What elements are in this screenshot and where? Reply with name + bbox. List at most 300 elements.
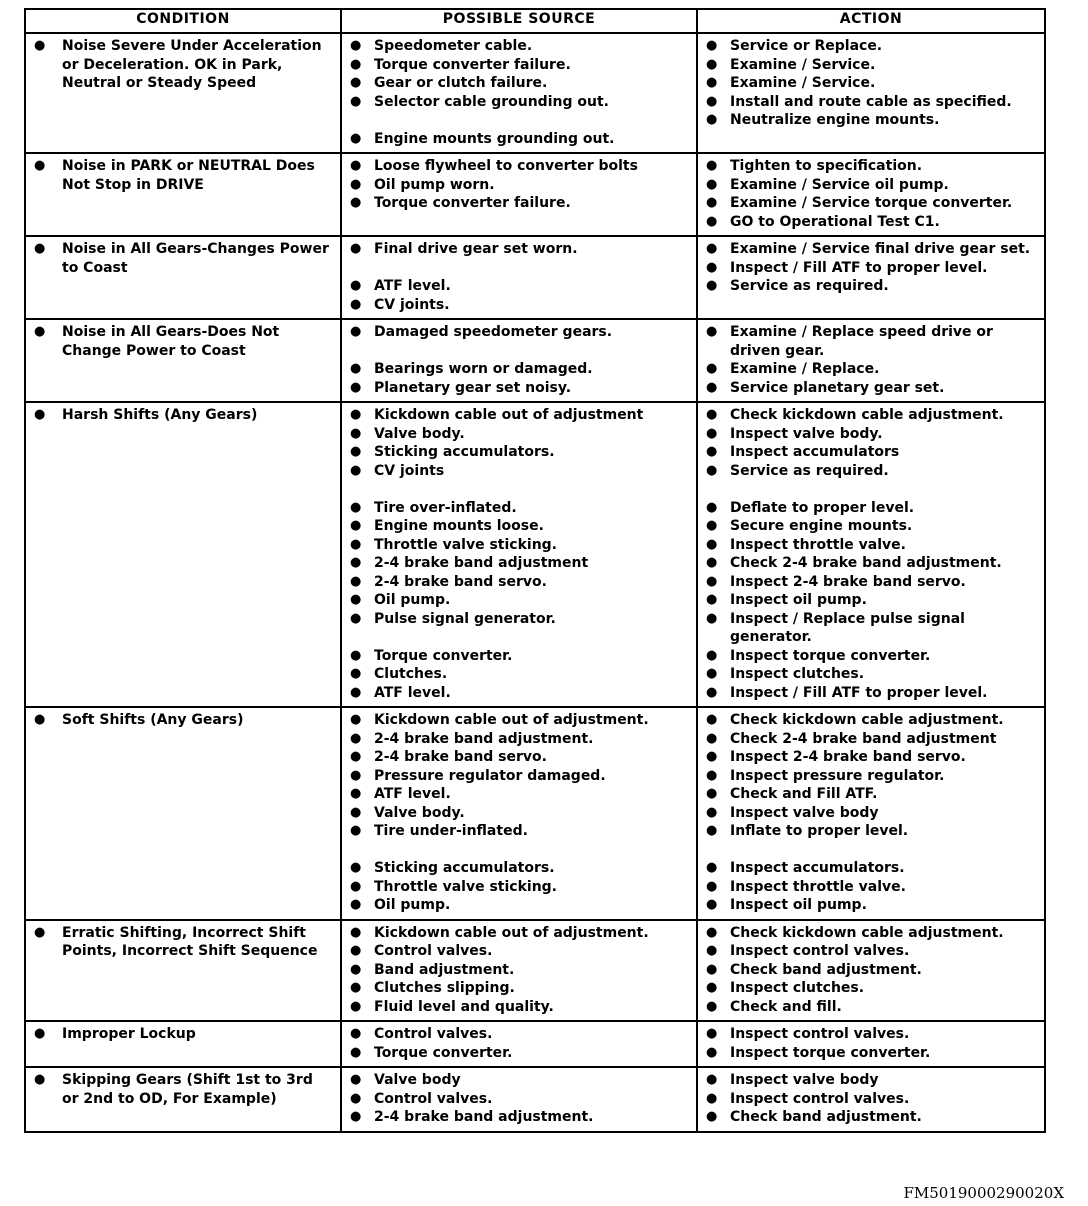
action-text: Inspect accumulators	[730, 444, 900, 460]
source-list	[348, 37, 690, 148]
source-text: Loose flywheel to converter bolts	[374, 158, 638, 174]
diagnosis-table	[24, 8, 1046, 1133]
source-text: Control valves.	[374, 1026, 493, 1042]
table-row	[25, 319, 1045, 402]
bullet-icon: ●	[350, 1044, 362, 1060]
source-item	[348, 296, 690, 315]
source-text: Fluid level and quality.	[374, 998, 554, 1015]
action-text: Examine / Service oil pump.	[730, 176, 949, 193]
bullet-icon: ●	[350, 75, 362, 90]
action-text: Examine / Service torque converter.	[730, 195, 1013, 211]
source-text: Torque converter failure.	[374, 195, 571, 211]
source-text: Torque converter failure.	[374, 56, 571, 73]
condition-cell	[25, 319, 341, 402]
bullet-icon: ●	[706, 278, 718, 293]
action-list	[704, 1071, 1038, 1127]
condition-cell	[25, 33, 341, 153]
bullet-icon: ●	[350, 518, 362, 533]
action-item	[704, 499, 1038, 518]
bullet-icon: ●	[34, 241, 46, 256]
source-text: Valve body	[374, 1072, 461, 1088]
source-item	[348, 157, 690, 176]
action-cell	[697, 236, 1045, 319]
condition-list	[32, 323, 334, 360]
bullet-icon: ●	[34, 924, 46, 940]
bullet-icon: ●	[350, 573, 362, 589]
action-text: Inspect pressure regulator.	[730, 767, 945, 784]
bullet-icon: ●	[706, 1072, 718, 1087]
condition-item	[32, 406, 334, 425]
source-text: Valve body.	[374, 425, 465, 442]
bullet-icon: ●	[706, 195, 718, 210]
source-item	[348, 730, 690, 749]
bullet-icon: ●	[706, 93, 718, 109]
condition-item	[32, 924, 334, 961]
action-item	[704, 213, 1038, 232]
bullet-icon: ●	[350, 130, 362, 146]
source-item	[348, 896, 690, 915]
source-text: Tire over-inflated.	[374, 499, 517, 516]
source-item	[348, 767, 690, 786]
bullet-icon: ●	[350, 961, 362, 977]
bullet-icon: ●	[706, 462, 718, 478]
figure-code: FM5019000290020X	[903, 1184, 1064, 1202]
bullet-icon: ●	[706, 823, 718, 838]
bullet-icon: ●	[350, 767, 362, 783]
source-item	[348, 176, 690, 195]
source-item	[348, 277, 690, 296]
table-row	[25, 1021, 1045, 1067]
condition-cell	[25, 402, 341, 707]
action-text: Deflate to proper level.	[730, 499, 915, 516]
source-item	[348, 822, 690, 841]
action-item	[704, 711, 1038, 730]
spacer	[348, 259, 690, 278]
action-list	[704, 1025, 1038, 1062]
source-text: Oil pump.	[374, 592, 451, 608]
action-text: Check kickdown cable adjustment.	[730, 407, 1004, 423]
action-list	[704, 406, 1038, 702]
action-text: Check and Fill ATF.	[730, 786, 878, 802]
condition-list	[32, 406, 334, 425]
action-text: Inspect valve body	[730, 1072, 879, 1088]
bullet-icon: ●	[706, 998, 718, 1014]
action-list	[704, 924, 1038, 1017]
action-item	[704, 74, 1038, 93]
action-cell	[697, 707, 1045, 920]
bullet-icon: ●	[706, 961, 718, 977]
diagnosis-sheet	[24, 8, 1044, 1133]
action-item	[704, 684, 1038, 703]
source-item	[348, 998, 690, 1017]
action-item	[704, 56, 1038, 75]
source-text: Kickdown cable out of adjustment	[374, 407, 644, 423]
bullet-icon: ●	[706, 444, 718, 459]
bullet-icon: ●	[706, 1109, 718, 1124]
action-item	[704, 1108, 1038, 1127]
bullet-icon: ●	[706, 518, 718, 533]
source-text: Sticking accumulators.	[374, 860, 555, 876]
spacer	[348, 480, 690, 499]
source-item	[348, 425, 690, 444]
condition-item	[32, 157, 334, 194]
bullet-icon: ●	[706, 361, 718, 376]
bullet-icon: ●	[350, 444, 362, 459]
bullet-icon: ●	[706, 1044, 718, 1060]
action-text: Service as required.	[730, 278, 889, 294]
bullet-icon: ●	[350, 425, 362, 441]
source-text: Kickdown cable out of adjustment.	[374, 712, 649, 728]
source-list	[348, 240, 690, 314]
action-item	[704, 1044, 1038, 1063]
action-cell	[697, 1021, 1045, 1067]
source-text: ATF level.	[374, 786, 451, 802]
condition-item	[32, 37, 334, 93]
bullet-icon: ●	[706, 324, 718, 339]
source-text: Clutches slipping.	[374, 980, 515, 996]
source-text: Gear or clutch failure.	[374, 75, 548, 91]
action-item	[704, 1071, 1038, 1090]
bullet-icon: ●	[350, 712, 362, 727]
action-item	[704, 1090, 1038, 1109]
bullet-icon: ●	[350, 1072, 362, 1087]
table-row	[25, 920, 1045, 1022]
source-item	[348, 804, 690, 823]
action-cell	[697, 920, 1045, 1022]
action-item	[704, 517, 1038, 536]
action-text: Inspect 2-4 brake band servo.	[730, 573, 966, 590]
action-text: Inspect / Replace pulse signal generator.	[730, 610, 965, 645]
bullet-icon: ●	[706, 379, 718, 395]
bullet-icon: ●	[706, 56, 718, 72]
bullet-icon: ●	[350, 1090, 362, 1106]
bullet-icon: ●	[350, 499, 362, 515]
source-text: Control valves.	[374, 943, 493, 959]
action-text: Inspect clutches.	[730, 666, 865, 682]
action-item	[704, 998, 1038, 1017]
source-text: 2-4 brake band servo.	[374, 749, 547, 765]
bullet-icon: ●	[706, 176, 718, 192]
action-item	[704, 240, 1038, 259]
source-text: Band adjustment.	[374, 961, 515, 978]
source-text: 2-4 brake band servo.	[374, 573, 547, 590]
action-text: Inspect / Fill ATF to proper level.	[730, 684, 988, 701]
table-row	[25, 153, 1045, 236]
action-item	[704, 573, 1038, 592]
bullet-icon: ●	[350, 897, 362, 912]
source-item	[348, 878, 690, 897]
condition-text: Soft Shifts (Any Gears)	[62, 712, 244, 728]
source-text: Torque converter.	[374, 647, 513, 664]
source-text: Torque converter.	[374, 1044, 513, 1061]
action-text: Inspect control valves.	[730, 1090, 910, 1107]
action-item	[704, 194, 1038, 213]
bullet-icon: ●	[706, 592, 718, 607]
action-cell	[697, 1067, 1045, 1132]
action-item	[704, 157, 1038, 176]
action-item	[704, 822, 1038, 841]
action-item	[704, 896, 1038, 915]
action-item	[704, 379, 1038, 398]
action-text: Check 2-4 brake band adjustment.	[730, 555, 1002, 571]
bullet-icon: ●	[350, 804, 362, 820]
source-text: Pressure regulator damaged.	[374, 767, 606, 784]
bullet-icon: ●	[350, 943, 362, 958]
source-text: Sticking accumulators.	[374, 444, 555, 460]
bullet-icon: ●	[706, 75, 718, 90]
action-item	[704, 554, 1038, 573]
header-action: ACTION	[697, 9, 1045, 33]
action-text: Examine / Replace.	[730, 361, 880, 377]
action-item	[704, 536, 1038, 555]
action-text: Inspect accumulators.	[730, 860, 905, 876]
bullet-icon: ●	[350, 361, 362, 376]
bullet-icon: ●	[350, 38, 362, 53]
bullet-icon: ●	[706, 112, 718, 127]
bullet-icon: ●	[706, 647, 718, 663]
source-item	[348, 748, 690, 767]
action-item	[704, 277, 1038, 296]
action-item	[704, 176, 1038, 195]
condition-cell	[25, 1021, 341, 1067]
spacer	[348, 111, 690, 130]
table-row	[25, 33, 1045, 153]
condition-text: Noise Severe Under Acceleration or Deceleration. OK in Park, Neutral or Steady Speed	[62, 38, 322, 91]
action-text: Examine / Replace speed drive or driven gear.	[730, 324, 993, 359]
bullet-icon: ●	[34, 1072, 46, 1087]
source-item	[348, 499, 690, 518]
source-item	[348, 711, 690, 730]
bullet-icon: ●	[350, 823, 362, 838]
bullet-icon: ●	[706, 555, 718, 570]
source-item	[348, 406, 690, 425]
action-text: Examine / Service.	[730, 75, 876, 91]
action-item	[704, 93, 1038, 112]
source-item	[348, 924, 690, 943]
source-item	[348, 240, 690, 259]
action-text: Service or Replace.	[730, 38, 883, 54]
condition-text: Noise in All Gears-Does Not Change Power to Coast	[62, 324, 280, 359]
source-text: Tire under-inflated.	[374, 823, 528, 839]
action-text: Service as required.	[730, 462, 889, 479]
source-text: ATF level.	[374, 278, 451, 294]
condition-text: Harsh Shifts (Any Gears)	[62, 407, 258, 423]
bullet-icon: ●	[350, 379, 362, 395]
source-item	[348, 37, 690, 56]
source-item	[348, 130, 690, 149]
source-item	[348, 665, 690, 684]
possible-source-cell	[341, 33, 697, 153]
source-item	[348, 93, 690, 112]
action-cell	[697, 319, 1045, 402]
action-item	[704, 323, 1038, 360]
action-text: Check kickdown cable adjustment.	[730, 924, 1004, 941]
source-item	[348, 961, 690, 980]
action-item	[704, 647, 1038, 666]
source-item	[348, 74, 690, 93]
action-text: Inspect throttle valve.	[730, 878, 906, 895]
condition-item	[32, 240, 334, 277]
bullet-icon: ●	[706, 860, 718, 875]
action-text: Inspect torque converter.	[730, 647, 931, 664]
condition-item	[32, 711, 334, 730]
source-text: Throttle valve sticking.	[374, 536, 557, 553]
table-row	[25, 1067, 1045, 1132]
bullet-icon: ●	[350, 278, 362, 293]
condition-text: Noise in PARK or NEUTRAL Does Not Stop in DRIVE	[62, 158, 315, 193]
action-text: Inspect clutches.	[730, 980, 865, 996]
action-list	[704, 323, 1038, 397]
bullet-icon: ●	[706, 1090, 718, 1106]
action-item	[704, 610, 1038, 647]
bullet-icon: ●	[706, 499, 718, 515]
bullet-icon: ●	[706, 897, 718, 912]
condition-list	[32, 37, 334, 93]
source-item	[348, 1090, 690, 1109]
possible-source-cell	[341, 707, 697, 920]
source-text: Clutches.	[374, 666, 448, 682]
bullet-icon: ●	[706, 425, 718, 441]
action-text: Service planetary gear set.	[730, 379, 945, 396]
action-text: Examine / Service.	[730, 56, 876, 73]
source-item	[348, 554, 690, 573]
source-text: 2-4 brake band adjustment.	[374, 1109, 594, 1125]
bullet-icon: ●	[706, 213, 718, 229]
condition-list	[32, 157, 334, 194]
bullet-icon: ●	[350, 462, 362, 478]
action-text: Examine / Service final drive gear set.	[730, 241, 1031, 257]
action-item	[704, 730, 1038, 749]
condition-text: Improper Lockup	[62, 1026, 196, 1042]
source-list	[348, 406, 690, 702]
condition-item	[32, 1025, 334, 1044]
action-item	[704, 443, 1038, 462]
action-text: Check band adjustment.	[730, 961, 922, 978]
action-item	[704, 591, 1038, 610]
bullet-icon: ●	[350, 924, 362, 940]
action-item	[704, 1025, 1038, 1044]
source-text: Pulse signal generator.	[374, 610, 556, 627]
source-item	[348, 573, 690, 592]
bullet-icon: ●	[350, 592, 362, 607]
source-text: Speedometer cable.	[374, 38, 533, 54]
source-text: Kickdown cable out of adjustment.	[374, 924, 649, 941]
action-text: Inspect control valves.	[730, 1026, 910, 1042]
action-item	[704, 462, 1038, 481]
bullet-icon: ●	[706, 38, 718, 53]
table-row	[25, 236, 1045, 319]
spacer	[348, 628, 690, 647]
source-item	[348, 610, 690, 629]
bullet-icon: ●	[350, 93, 362, 109]
bullet-icon: ●	[706, 241, 718, 256]
source-text: ATF level.	[374, 684, 451, 701]
bullet-icon: ●	[350, 684, 362, 700]
action-text: Secure engine mounts.	[730, 518, 913, 534]
source-item	[348, 1025, 690, 1044]
action-cell	[697, 153, 1045, 236]
bullet-icon: ●	[34, 712, 46, 727]
source-item	[348, 785, 690, 804]
action-item	[704, 979, 1038, 998]
source-text: CV joints	[374, 462, 445, 479]
action-item	[704, 360, 1038, 379]
condition-text: Erratic Shifting, Incorrect Shift Points, Incorrect Shift Sequence	[62, 924, 318, 959]
bullet-icon: ●	[350, 980, 362, 995]
source-item	[348, 859, 690, 878]
bullet-icon: ●	[706, 749, 718, 764]
bullet-icon: ●	[350, 555, 362, 570]
source-text: Oil pump.	[374, 897, 451, 913]
action-item	[704, 878, 1038, 897]
action-text: Inspect torque converter.	[730, 1044, 931, 1061]
bullet-icon: ●	[706, 980, 718, 995]
action-item	[704, 425, 1038, 444]
source-item	[348, 194, 690, 213]
bullet-icon: ●	[350, 1026, 362, 1041]
bullet-icon: ●	[350, 998, 362, 1014]
source-text: Final drive gear set worn.	[374, 241, 578, 257]
bullet-icon: ●	[34, 38, 46, 53]
bullet-icon: ●	[350, 176, 362, 192]
source-item	[348, 1071, 690, 1090]
bullet-icon: ●	[350, 324, 362, 339]
bullet-icon: ●	[34, 158, 46, 173]
action-text: Check band adjustment.	[730, 1109, 922, 1125]
bullet-icon: ●	[350, 860, 362, 875]
action-text: Install and route cable as specified.	[730, 93, 1012, 110]
bullet-icon: ●	[350, 610, 362, 626]
bullet-icon: ●	[350, 878, 362, 894]
bullet-icon: ●	[706, 610, 718, 626]
source-item	[348, 56, 690, 75]
bullet-icon: ●	[350, 730, 362, 746]
action-item	[704, 924, 1038, 943]
condition-list	[32, 924, 334, 961]
action-text: Check 2-4 brake band adjustment	[730, 730, 997, 747]
bullet-icon: ●	[706, 666, 718, 681]
source-text: Planetary gear set noisy.	[374, 379, 572, 396]
action-text: Tighten to specification.	[730, 158, 923, 174]
bullet-icon: ●	[350, 296, 362, 312]
bullet-icon: ●	[350, 749, 362, 764]
condition-list	[32, 1025, 334, 1044]
bullet-icon: ●	[350, 407, 362, 422]
source-item	[348, 536, 690, 555]
bullet-icon: ●	[350, 786, 362, 801]
source-list	[348, 924, 690, 1017]
bullet-icon: ●	[706, 712, 718, 727]
table-row	[25, 707, 1045, 920]
bullet-icon: ●	[34, 324, 46, 339]
action-text: GO to Operational Test C1.	[730, 213, 940, 230]
action-text: Inspect oil pump.	[730, 897, 867, 913]
source-text: Damaged speedometer gears.	[374, 324, 613, 340]
action-item	[704, 804, 1038, 823]
condition-text: Noise in All Gears-Changes Power to Coast	[62, 241, 329, 276]
source-list	[348, 323, 690, 397]
condition-item	[32, 1071, 334, 1108]
source-item	[348, 684, 690, 703]
source-item	[348, 323, 690, 342]
bullet-icon: ●	[706, 684, 718, 700]
source-text: Throttle valve sticking.	[374, 878, 557, 895]
source-text: Valve body.	[374, 804, 465, 821]
action-text: Check kickdown cable adjustment.	[730, 712, 1004, 728]
source-text: 2-4 brake band adjustment.	[374, 730, 594, 747]
bullet-icon: ●	[706, 730, 718, 746]
bullet-icon: ●	[34, 1026, 46, 1041]
